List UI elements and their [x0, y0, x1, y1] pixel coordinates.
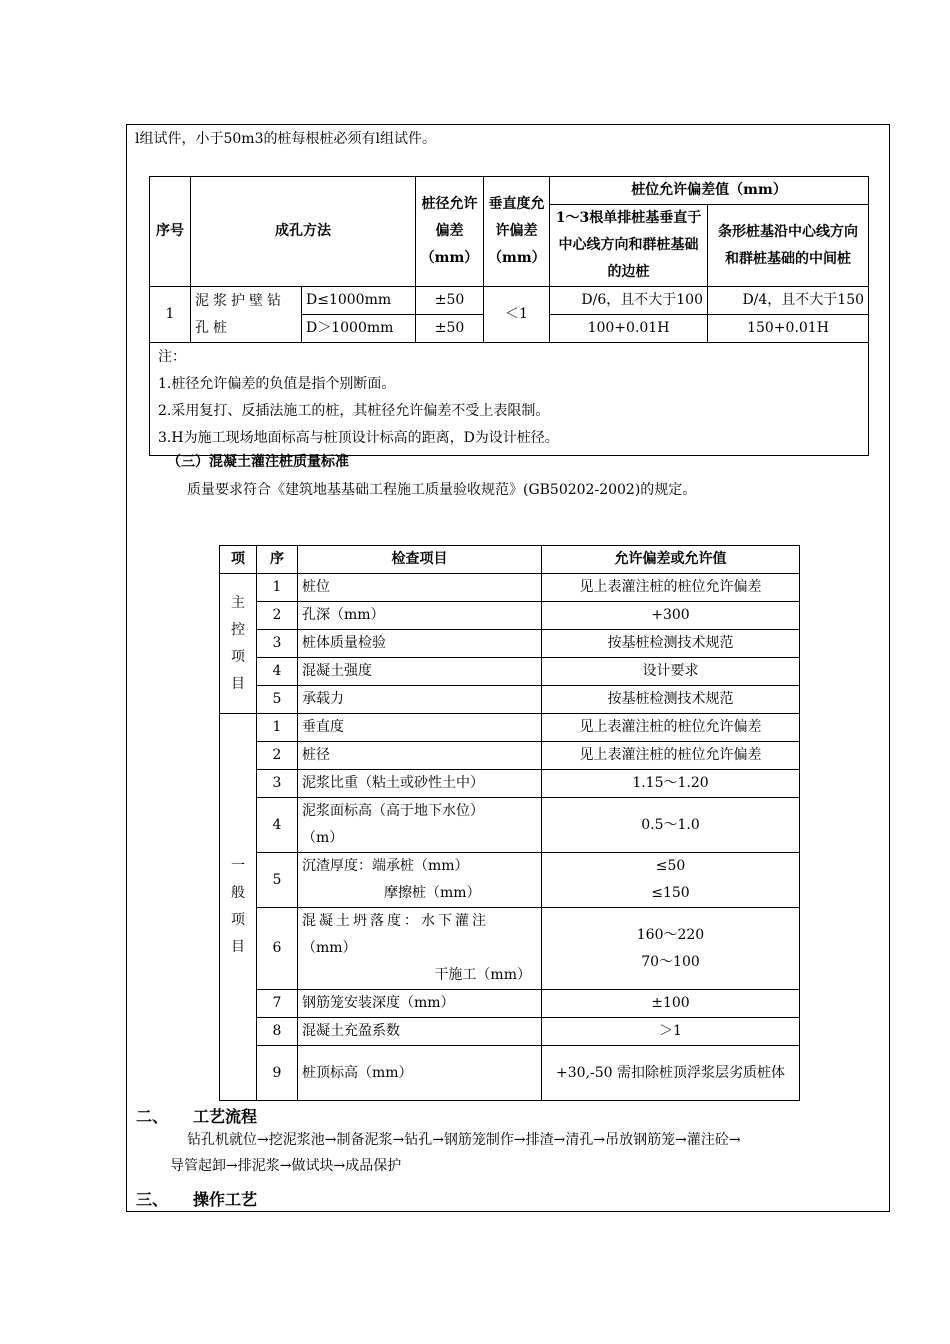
table-row: 1.15～1.20	[542, 770, 800, 798]
table-row: 沉渣厚度：端承桩（mm） 摩擦桩（mm）	[298, 853, 542, 908]
table-row: 2	[257, 742, 298, 770]
table-row: ＞1	[542, 1018, 800, 1046]
note-2: 2.采用复打、反插法施工的桩，其桩径允许偏差不受上表限制。	[158, 403, 550, 419]
header-verticality: 垂直度允许偏差（mm）	[484, 177, 550, 287]
table-row: 按基桩检测技术规范	[542, 630, 800, 658]
row-seq: 1	[150, 287, 191, 343]
header-position-middle: 条形桩基沿中心线方向和群桩基础的中间桩	[708, 205, 869, 287]
table-row: +30,-50 需扣除桩顶浮浆层劣质桩体	[542, 1046, 800, 1101]
table-row: 桩体质量检验	[298, 630, 542, 658]
row1-condition: D≤1000mm	[302, 287, 416, 315]
table-row: 按基桩检测技术规范	[542, 686, 800, 714]
table-row: +300	[542, 602, 800, 630]
table-row: 4	[257, 798, 298, 853]
note-title: 注：	[158, 349, 186, 365]
row2-condition: D＞1000mm	[302, 315, 416, 343]
note-3: 3.H为施工现场地面标高与桩顶设计标高的距离，D为设计桩径。	[158, 430, 559, 446]
table-row: 钢筋笼安装深度（mm）	[298, 990, 542, 1018]
table-row: 7	[257, 990, 298, 1018]
section-three-text: 质量要求符合《建筑地基基础工程施工质量验收规范》(GB50202-2002)的规定。	[187, 482, 697, 498]
section-two-number: 二、	[136, 1107, 169, 1126]
table-row: 承载力	[298, 686, 542, 714]
table-row: 垂直度	[298, 714, 542, 742]
q-header-category: 项	[220, 546, 257, 574]
row2-diameter: ±50	[416, 315, 484, 343]
table-row: 160～220 70～100	[542, 908, 800, 990]
table-row: 5	[257, 853, 298, 908]
table-row: 孔深（mm）	[298, 602, 542, 630]
header-position: 桩位允许偏差值（mm）	[550, 177, 869, 205]
header-seq: 序号	[150, 177, 191, 287]
table-row: 见上表灌注桩的桩位允许偏差	[542, 574, 800, 602]
table-row: 1	[257, 574, 298, 602]
section-three-number: 三、	[136, 1190, 169, 1209]
table-row: 6	[257, 908, 298, 990]
row1-diameter: ±50	[416, 287, 484, 315]
table-row: ±100	[542, 990, 800, 1018]
table-row: 9	[257, 1046, 298, 1101]
table-row: 见上表灌注桩的桩位允许偏差	[542, 714, 800, 742]
table-row: 见上表灌注桩的桩位允许偏差	[542, 742, 800, 770]
header-diameter: 桩径允许偏差（mm）	[416, 177, 484, 287]
general-items-label: 一 般 项 目	[220, 714, 257, 1101]
table-notes	[150, 343, 869, 456]
header-method: 成孔方法	[191, 177, 416, 287]
section-two-title: 工艺流程	[193, 1107, 258, 1126]
header-position-edge: 1～3根单排桩基垂直于中心线方向和群桩基础的边桩	[550, 205, 708, 287]
table-row: 4	[257, 658, 298, 686]
table-row: 混凝土充盈系数	[298, 1018, 542, 1046]
row2-position-edge: 100+0.01H	[550, 315, 708, 343]
section-three-subtitle: （三）混凝土灌注桩质量标准	[167, 454, 349, 470]
row2-position-middle: 150+0.01H	[708, 315, 869, 343]
quality-table	[219, 545, 800, 1101]
table-row: ≤50 ≤150	[542, 853, 800, 908]
table-row: 泥浆面标高（高于地下水位） （m）	[298, 798, 542, 853]
table-row: 混凝土强度	[298, 658, 542, 686]
tolerance-table	[149, 176, 869, 456]
process-flow-line1: 钻孔机就位→挖泥浆池→制备泥浆→钻孔→钢筋笼制作→排渣→清孔→吊放钢筋笼→灌注砼→	[187, 1132, 741, 1148]
table-row: 桩顶标高（mm）	[298, 1046, 542, 1101]
row1-position-middle: D/4，且不大于150	[708, 287, 869, 315]
table-row: 3	[257, 770, 298, 798]
table-row: 0.5～1.0	[542, 798, 800, 853]
table-row: 泥浆比重（粘土或砂性土中）	[298, 770, 542, 798]
table-row: 混凝土坍落度：水下灌注 （mm） 干施工（mm）	[298, 908, 542, 990]
table-row: 设计要求	[542, 658, 800, 686]
intro-line: l组试件，小于50m3的桩每根桩必须有l组试件。	[135, 131, 436, 147]
table-row: 5	[257, 686, 298, 714]
table-row: 1	[257, 714, 298, 742]
q-header-item: 检查项目	[298, 546, 542, 574]
table-row: 桩径	[298, 742, 542, 770]
table-row: 3	[257, 630, 298, 658]
main-items-label: 主 控 项 目	[220, 574, 257, 714]
table-row: 8	[257, 1018, 298, 1046]
q-header-seq: 序	[257, 546, 298, 574]
row-method: 泥浆护壁钻孔桩	[191, 287, 302, 343]
section-three-title: 操作工艺	[193, 1190, 258, 1209]
table-row: 桩位	[298, 574, 542, 602]
note-1: 1.桩径允许偏差的负值是指个别断面。	[158, 376, 396, 392]
table-row: 2	[257, 602, 298, 630]
row1-position-edge: D/6，且不大于100	[550, 287, 708, 315]
row-verticality: ＜1	[484, 287, 550, 343]
q-header-value: 允许偏差或允许值	[542, 546, 800, 574]
process-flow-line2: 导管起卸→排泥浆→做试块→成品保护	[170, 1158, 402, 1174]
